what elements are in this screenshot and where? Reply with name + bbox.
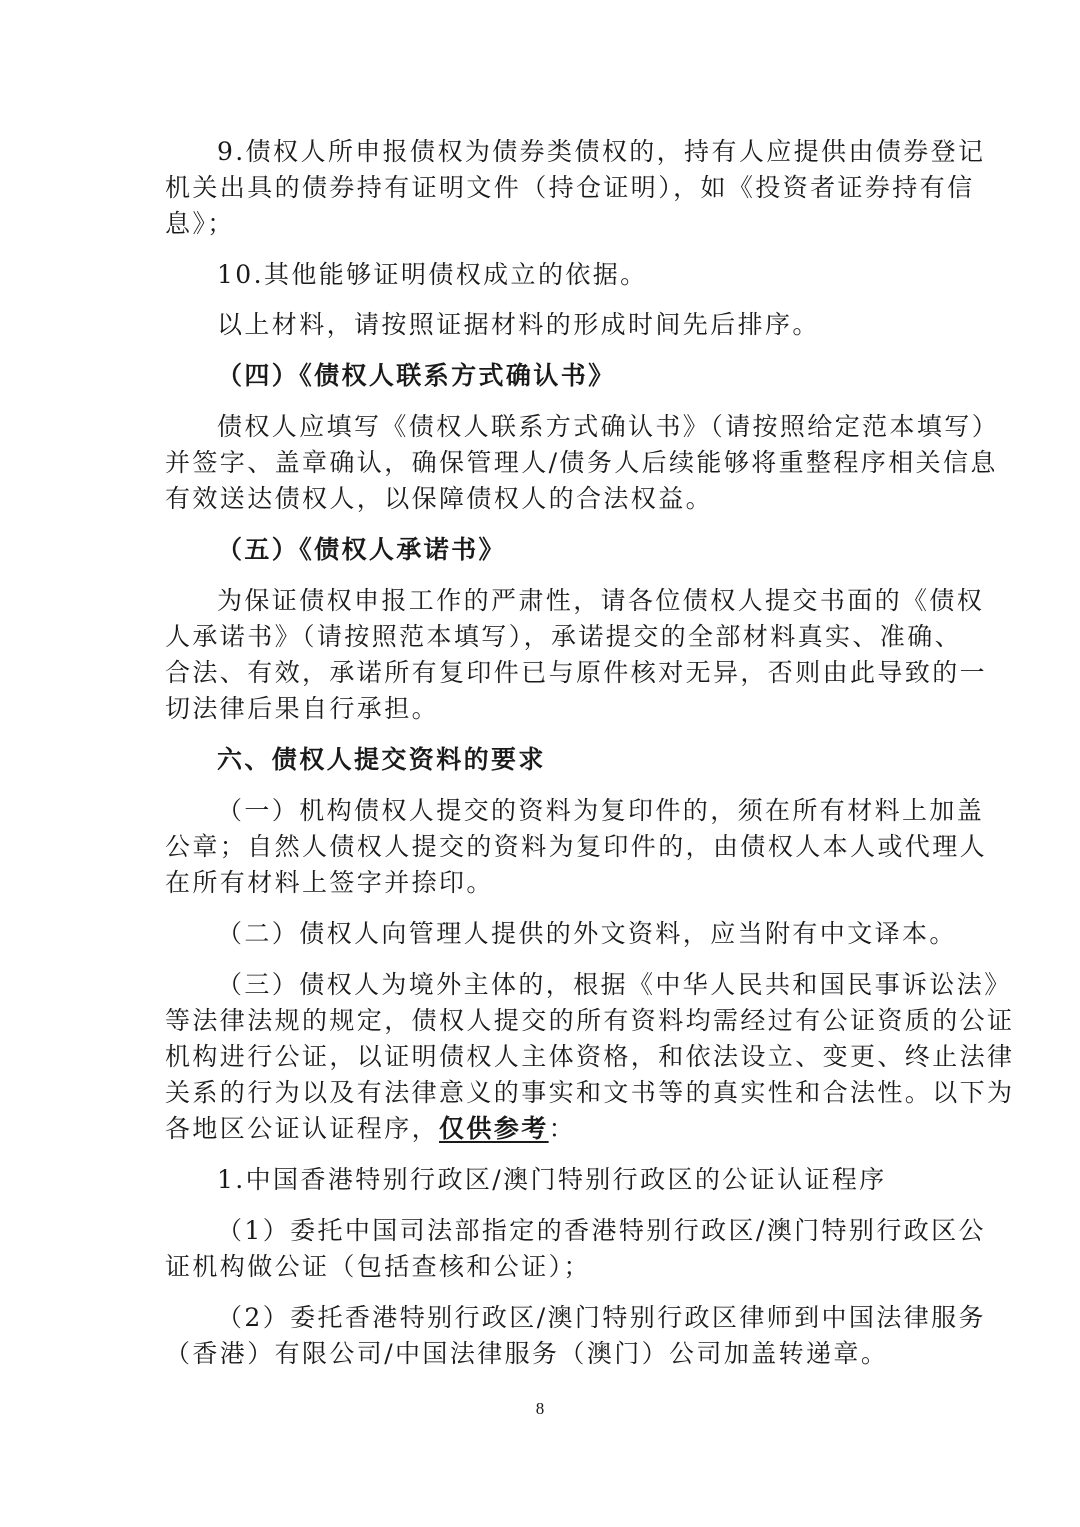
hk-macau-procedure-heading: 1.中国香港特别行政区/澳门特别行政区的公证认证程序	[217, 1165, 887, 1194]
req-3-line-3: 机构进行公证，以证明债权人主体资格，和依法设立、变更、终止法律	[165, 1042, 1015, 1071]
item-9-line-3: 息》；	[165, 209, 235, 238]
section-4-heading: （四）《债权人联系方式确认书》	[217, 361, 616, 390]
req-1-line-2: 公章；自然人债权人提交的资料为复印件的，由债权人本人或代理人	[165, 832, 988, 861]
section-5-para-line-4: 切法律后果自行承担。	[165, 694, 440, 723]
req-3-line-5-text: 各地区公证认证程序，	[165, 1114, 440, 1143]
section-4-para-line-1: 债权人应填写《债权人联系方式确认书》（请按照给定范本填写）	[217, 412, 1000, 441]
section-5-para-line-2: 人承诺书》（请按照范本填写），承诺提交的全部材料真实、准确、	[165, 622, 963, 651]
procedure-2-line-2: （香港）有限公司/中国法律服务（澳门）公司加盖转递章。	[165, 1339, 889, 1368]
req-3-line-2: 等法律法规的规定，债权人提交的所有资料均需经过有公证资质的公证	[165, 1006, 1015, 1035]
section-5-para-line-3: 合法、有效，承诺所有复印件已与原件核对无异，否则由此导致的一	[165, 658, 988, 687]
for-reference-only: 仅供参考	[439, 1114, 549, 1143]
req-1-line-3: 在所有材料上签字并捺印。	[165, 868, 494, 897]
section-4-para-line-3: 有效送达债权人，以保障债权人的合法权益。	[165, 484, 714, 513]
section-5-para-line-1: 为保证债权申报工作的严肃性，请各位债权人提交书面的《债权	[217, 586, 985, 615]
item-9-line-1: 9.债权人所申报债权为债券类债权的，持有人应提供由债券登记	[217, 137, 986, 166]
item-10: 10.其他能够证明债权成立的依据。	[217, 260, 648, 289]
req-3-line-4: 关系的行为以及有法律意义的事实和文书等的真实性和合法性。以下为	[165, 1078, 1015, 1107]
section-5-heading: （五）《债权人承诺书》	[217, 535, 506, 564]
chapter-6-heading: 六、债权人提交资料的要求	[217, 745, 546, 774]
page-number: 8	[535, 1399, 545, 1418]
req-3-line-5-colon: ：	[548, 1114, 577, 1143]
section-4-para-line-2: 并签字、盖章确认，确保管理人/债务人后续能够将重整程序相关信息	[165, 448, 998, 477]
req-1-line-1: （一）机构债权人提交的资料为复印件的，须在所有材料上加盖	[217, 796, 985, 825]
procedure-1-line-2: 证机构做公证（包括查核和公证）；	[165, 1252, 591, 1281]
procedure-1-line-1: （1）委托中国司法部指定的香港特别行政区/澳门特别行政区公	[217, 1216, 986, 1245]
ordering-note: 以上材料，请按照证据材料的形成时间先后排序。	[217, 310, 820, 339]
req-3-line-5	[165, 1110, 576, 1148]
procedure-2-line-1: （2）委托香港特别行政区/澳门特别行政区律师到中国法律服务	[217, 1303, 986, 1332]
item-9-line-2: 机关出具的债券持有证明文件（持仓证明），如《投资者证券持有信	[165, 173, 975, 202]
req-3-line-1: （三）债权人为境外主体的，根据《中华人民共和国民事诉讼法》	[217, 970, 1012, 999]
req-2: （二）债权人向管理人提供的外文资料，应当附有中文译本。	[217, 919, 957, 948]
